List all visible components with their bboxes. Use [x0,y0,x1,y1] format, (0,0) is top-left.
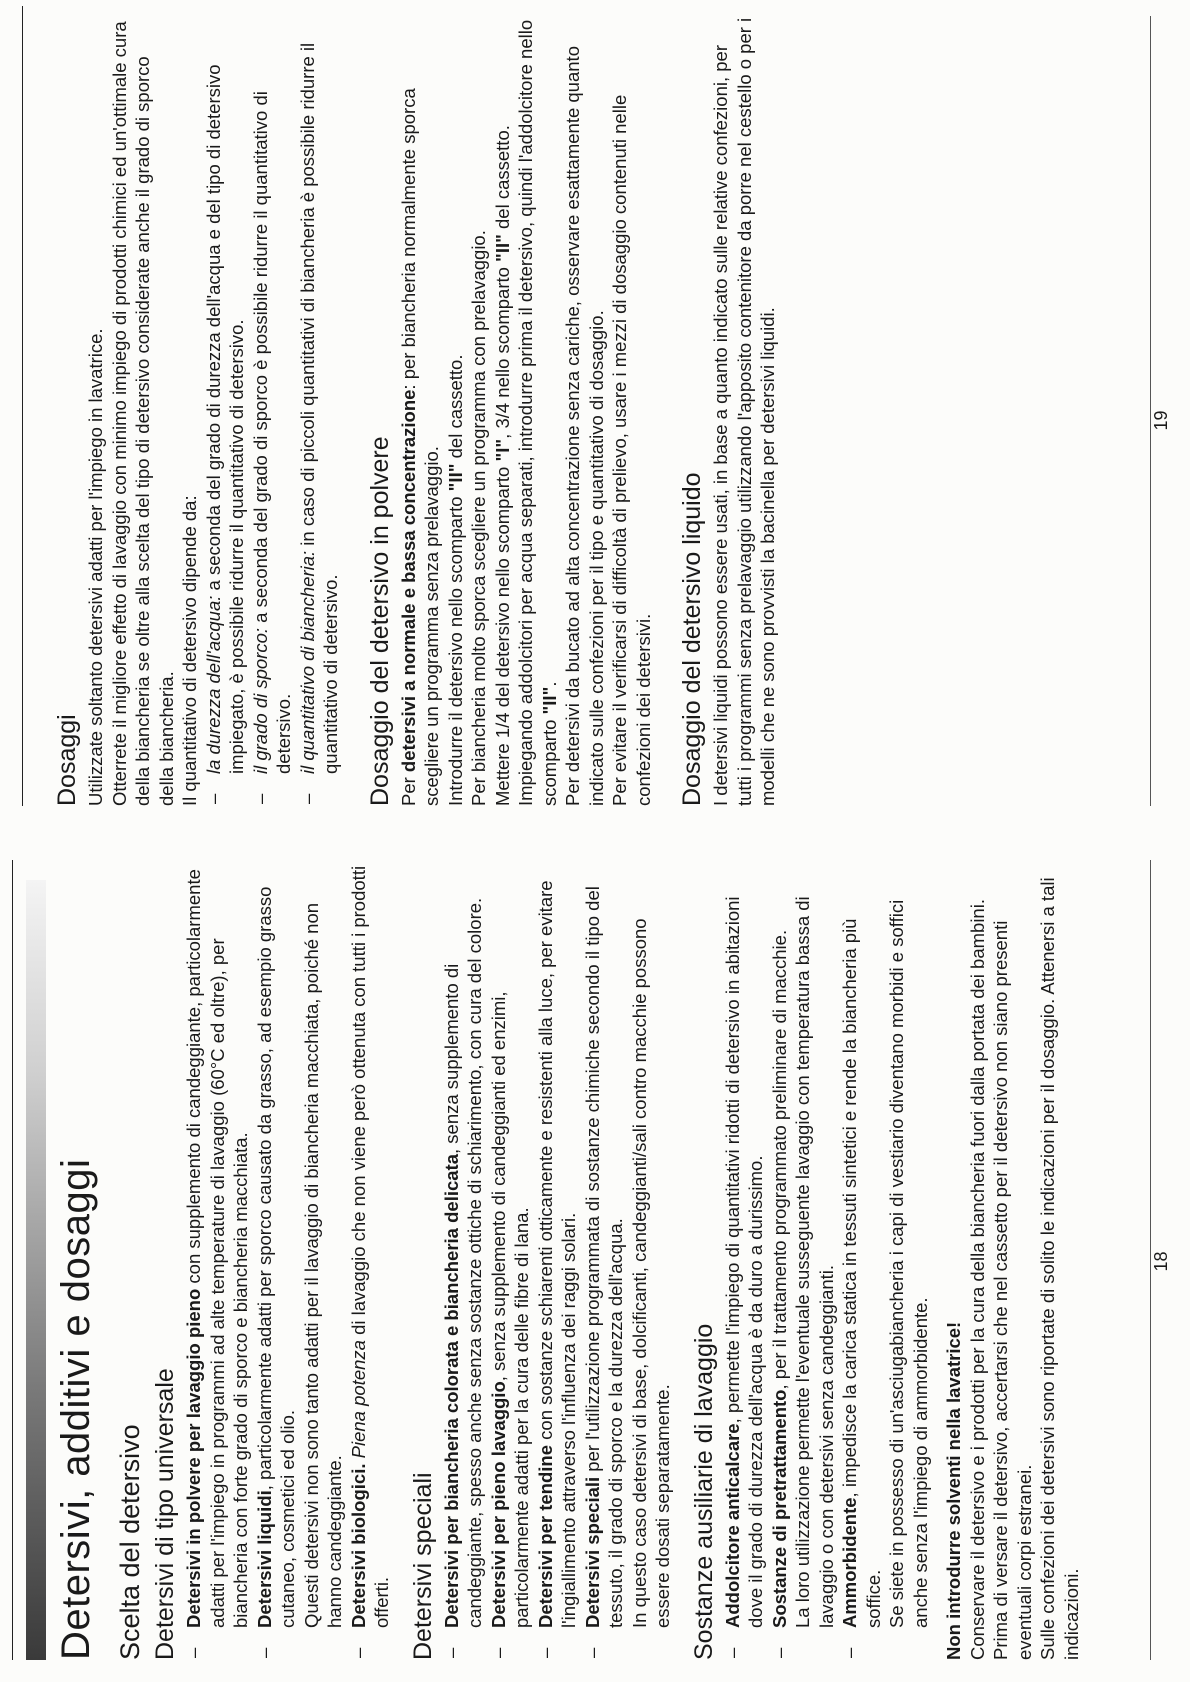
title-decoration-bar [26,880,46,1660]
paragraph: Introdurre il detersivo nello scomparto "II" del cassetto. [444,354,466,806]
page-number: 18 [1151,1251,1171,1272]
list-item: – Detersivi speciali per l'utilizzazione programmata di sostanze chimiche secondo il tipo del tessuto, il grado di sporco e la durezza dell'acqua. In questo caso detersivi di base, dolcificanti, candeggianti/sali contro macchie possono essere dosati separatamente. [581,886,673,1658]
top-rule [12,860,13,1660]
paragraph: Utilizzate soltanto detersivi adatti per l'impiego in lavatrice. [85,328,106,806]
liquid-heading: Dosaggio del detersivo liquido [678,472,706,806]
list-item: – Detersivi per biancheria colorata e biancheria delicata, senza supplemento di candeggiante, spesso anche senza sostanze ottiche di schiarimento, con cura del colore. [440,897,485,1658]
special-list [440,860,675,1660]
section-heading-detergent-choice: Scelta del detersivo [115,1424,145,1660]
warning-line: Conservare il detersivo e i prodotti per la cura della biancheria fuori dalla portata dei bambini. [966,899,988,1660]
paragraph: Per biancheria molto sporca scegliere un programma con prelavaggio. [468,230,489,806]
list-item: – Detersivi liquidi, particolarmente adatti per sporco causato da grasso, ad esempio grasso cutaneo, cosmetici ed olio. Questi detersivi non sono tanto adatti per il lavaggio di biancheria macchiata, poiché non hanno candeggiante. [253,886,345,1658]
paragraph: Impiegando addolcitori per acqua separati, introdurre prima il detersivo, quindi l'addolcitore nello scomparto "II". [515,19,560,806]
paragraph: Per detersivi da bucato ad alta concentrazione senza cariche, osservare esattamente quanto indicato sulle confezioni per il tipo e quantitativo di dosaggio. [562,46,607,806]
list-item: – Detersivi biologici. Piena potenza di lavaggio che non viene però ottenuta con tutti i prodotti offerti. [347,865,392,1658]
left-page [0,841,1190,1682]
solvent-warning: Non introdurre solventi nella lavatrice! [943,1321,964,1660]
aux-heading: Sostanze ausiliarie di lavaggio [689,1323,718,1660]
paragraph: Otterrete il migliore effetto di lavaggio con minimo impiego di prodotti chimici ed un'ottimale cura della biancheria se oltre alla scelta del tipo di detersivo considerate anche il grado di sporco della biancheria. [108,21,177,806]
list-item: – il grado di sporco: a seconda del grado di sporco è possibile ridurre il quantitativo di detersivo. [249,91,294,804]
paragraph: I detersivi liquidi possono essere usati, in base a quanto indicato sulle relative confezioni, per tutti i programmi senza prelavaggio utilizzando l'apposito contenitore da porre nel cestello o per i modelli che ne sono provvisti la bacinella per detersivi liquidi. [710,17,778,806]
list-item: – Ammorbidente, impedisce la carica statica in tessuti sintetici e rende la biancheria più soffice. Se siete in possesso di un'asciugabiancheria i capi di vestiario diventano morbidi e soffici anche senza l'impiego di ammorbidente. [839,899,931,1658]
left-column [26,860,1083,1660]
page-number: 19 [1151,410,1171,431]
dosaggi-heading: Dosaggi [53,714,81,806]
special-heading: Detersivi speciali [408,1472,437,1660]
list-item: – Addolcitore anticalcare, permette l'impiego di quantitativi ridotti di detersivo in abitazioni dove il grado di durezza dell'acqua è da duro a durissimo. [721,896,766,1658]
paragraph: Il quantitativo di detersivo dipende da: [179,495,200,806]
list-item: – Detersivi per tendine con sostanze schiarenti otticamente e resistenti alla luce, per evitare l'ingiallimento attraverso l'influenza dei raggi solari. [534,880,579,1658]
warning-line: Sulle confezioni dei detersivi sono riportate di solito le indicazioni per il dosaggio. Attenersi a tali indicazioni. [1037,877,1082,1660]
right-column [52,16,780,806]
page-title: Detersivi, additivi e dosaggi [54,1158,98,1660]
powder-heading: Dosaggio del detersivo in polvere [365,436,394,806]
top-rule [22,6,23,806]
paragraph: Per detersivi a normale e bassa concentrazione: per biancheria normalmente sporca scegliere un programma senza prelavaggio. [397,88,442,806]
universal-list [182,860,394,1660]
dosage-factors-list [202,16,343,806]
list-item: – Sostanze di pretrattamento, per il trattamento programmato preliminare di macchie. La loro utilizzazione permette l'eventuale susseguente lavaggio con temperatura bassa di lavaggio o con detersivi senza candeggianti. [768,896,837,1658]
list-item: – Detersivi in polvere per lavaggio pieno con supplemento di candeggiante, particolarmente adatti per l'impiego in programmi ad alte temperature di lavaggio (60°C ed oltre), per biancheria con forte grado di sporco e biancheria macchiata. [183,869,251,1658]
list-item: – la durezza dell'acqua: a seconda del grado di durezza dell'acqua e del tipo di detersivo impiegato, è possibile ridurre il quantitativo di detersivo. [202,64,247,804]
paragraph: Mettere 1/4 del detersivo nello scomparto "I", 3/4 nello scomparto "II" del cassetto. [491,125,513,806]
paragraph: Per evitare il verificarsi di difficoltà di prelievo, usare i mezzi di dosaggio contenuti nelle confezioni dei detersivi. [609,94,654,806]
warning-line: Prima di versare il detersivo, accertarsi che nel cassetto per il detersivo non siano presenti eventuali corpi estranei. [990,920,1035,1660]
universal-heading: Detersivi di tipo universale [151,1368,179,1660]
list-item: – Detersivi per pieno lavaggio, senza supplemento di candeggianti ed enzimi, particolarmente adatti per la cura delle fibre di lana. [487,991,532,1658]
list-item: – il quantitativo di biancheria: in caso di piccoli quantitativi di biancheria è possibile ridurre il quantitativo di detersivo. [296,42,341,804]
aux-list [721,860,933,1660]
